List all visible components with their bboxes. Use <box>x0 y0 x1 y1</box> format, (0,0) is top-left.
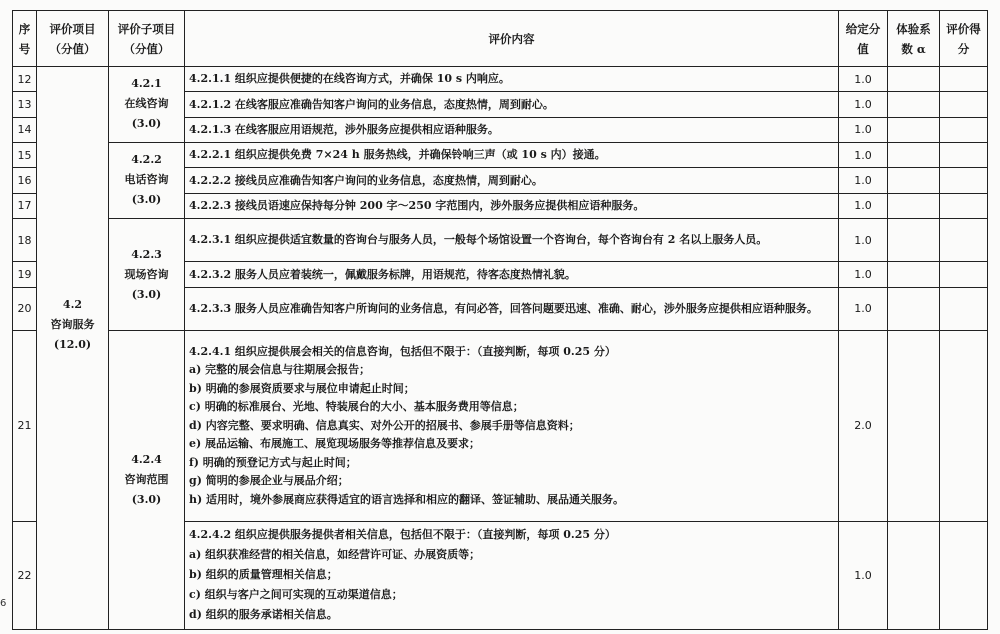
header-subitem: 评价子项目（分值） <box>109 11 185 67</box>
content-line: 4.2.1.1 组织应提供便捷的在线咨询方式，并确保 10 s 内响应。 <box>189 72 510 86</box>
header-given-score: 给定分值 <box>839 11 888 67</box>
content-cell <box>185 331 839 521</box>
coefficient-cell <box>888 218 940 262</box>
content-cell <box>185 287 839 331</box>
content-line: c) 明确的标准展台、光地、特装展台的大小、基本服务费用等信息； <box>189 400 524 414</box>
subitem-cell <box>109 67 185 143</box>
subitem-points: (3.0) <box>131 117 162 131</box>
given-score: 1.0 <box>839 67 888 92</box>
subitem-points: (3.0) <box>131 493 162 507</box>
content-cell <box>185 168 839 193</box>
row-number: 21 <box>13 331 37 521</box>
content-cell <box>185 142 839 167</box>
subitem-code: 4.2.3 <box>131 247 162 261</box>
subitem-name: 在线咨询 <box>124 97 169 111</box>
content-line: c) 组织与客户之间可实现的互动渠道信息； <box>189 588 403 602</box>
content-cell <box>185 193 839 218</box>
content-line: 4.2.2.2 接线员应准确告知客户询问的业务信息，态度热情，周到耐心。 <box>189 173 543 187</box>
table-header-row <box>13 11 988 67</box>
subitem-name: 现场咨询 <box>124 267 169 281</box>
content-line: g) 简明的参展企业与展品介绍； <box>189 474 349 488</box>
score-cell <box>940 218 988 262</box>
content-line: 4.2.4.1 组织应提供展会相关的信息咨询，包括但不限于：（直接判断，每项 0.25 分） <box>189 344 616 358</box>
content-cell <box>185 67 839 92</box>
content-line: a) 组织获准经营的相关信息，如经营许可证、办展资质等； <box>189 548 481 562</box>
content-line: 4.2.3.1 组织应提供适宜数量的咨询台与服务人员，一般每个场馆设置一个咨询台，每个咨询台有 2 名以上服务人员。 <box>189 233 768 247</box>
item-points: (12.0) <box>53 337 92 351</box>
content-line: e) 展品运输、布展施工、展览现场服务等推荐信息及要求； <box>189 437 481 451</box>
content-line: 4.2.3.3 服务人员应准确告知客户所询问的业务信息，有问必答，回答问题要迅速、准确、耐心，涉外服务应提供相应语种服务。 <box>189 302 818 316</box>
score-cell <box>940 262 988 287</box>
given-score: 1.0 <box>839 193 888 218</box>
row-number: 17 <box>13 193 37 218</box>
content-line: h) 适用时，境外参展商应获得适宜的语言选择和相应的翻译、签证辅助、展品通关服务。 <box>189 492 625 506</box>
table-row <box>13 331 988 521</box>
subitem-cell <box>109 218 185 330</box>
content-cell <box>185 117 839 142</box>
row-number: 14 <box>13 117 37 142</box>
given-score: 1.0 <box>839 168 888 193</box>
score-cell <box>940 168 988 193</box>
content-line: a) 完整的展会信息与往期展会报告； <box>189 363 371 377</box>
subitem-code: 4.2.4 <box>131 453 162 467</box>
content-line: 4.2.2.1 组织应提供免费 7×24 h 服务热线，并确保铃响三声（或 10 s 内）接通。 <box>189 148 606 162</box>
table-row <box>13 142 988 167</box>
table-row <box>13 67 988 92</box>
subitem-points: (3.0) <box>131 193 162 207</box>
row-number: 18 <box>13 218 37 262</box>
given-score: 1.0 <box>839 218 888 262</box>
coefficient-cell <box>888 67 940 92</box>
score-cell <box>940 193 988 218</box>
row-number: 13 <box>13 92 37 117</box>
content-line: d) 内容完整、要求明确、信息真实、对外公开的招展书、参展手册等信息资料； <box>189 418 580 432</box>
coefficient-cell <box>888 331 940 521</box>
header-item: 评价项目（分值） <box>37 11 109 67</box>
header-score: 评价得分 <box>940 11 988 67</box>
score-cell <box>940 142 988 167</box>
coefficient-cell <box>888 117 940 142</box>
row-number: 12 <box>13 67 37 92</box>
item-code: 4.2 <box>62 297 83 311</box>
header-coefficient: 体验系数 α <box>888 11 940 67</box>
subitem-code: 4.2.2 <box>131 153 162 167</box>
item-cell-top <box>37 67 109 331</box>
content-line: 4.2.3.2 服务人员应着装统一，佩戴服务标牌，用语规范，待客态度热情礼貌。 <box>189 267 576 281</box>
subitem-name: 咨询范围 <box>124 473 169 487</box>
row-number: 20 <box>13 287 37 331</box>
score-cell <box>940 92 988 117</box>
item-name: 咨询服务 <box>50 317 95 331</box>
given-score: 1.0 <box>839 521 888 629</box>
row-number: 15 <box>13 142 37 167</box>
item-cell <box>37 297 109 630</box>
row-number: 16 <box>13 168 37 193</box>
content-line: b) 组织的质量管理相关信息； <box>189 568 338 582</box>
given-score: 1.0 <box>839 142 888 167</box>
given-score: 1.0 <box>839 117 888 142</box>
subitem-cell <box>109 142 185 218</box>
subitem-code: 4.2.1 <box>131 77 162 91</box>
subitem-points: (3.0) <box>131 287 162 301</box>
content-cell <box>185 218 839 262</box>
given-score: 2.0 <box>839 331 888 521</box>
coefficient-cell <box>888 92 940 117</box>
score-cell <box>940 287 988 331</box>
coefficient-cell <box>888 193 940 218</box>
coefficient-cell <box>888 262 940 287</box>
coefficient-cell <box>888 168 940 193</box>
header-seq: 序号 <box>13 11 37 67</box>
table-row <box>13 218 988 262</box>
content-line: 4.2.4.2 组织应提供服务提供者相关信息，包括但不限于：（直接判断，每项 0.25 分） <box>189 528 616 542</box>
given-score: 1.0 <box>839 287 888 331</box>
content-cell <box>185 521 839 629</box>
given-score: 1.0 <box>839 262 888 287</box>
content-line: d) 组织的服务承诺相关信息。 <box>189 608 338 622</box>
page-margin-mark: 6 <box>0 598 7 609</box>
subitem-cell <box>109 331 185 630</box>
content-cell <box>185 262 839 287</box>
content-line: b) 明确的参展资质要求与展位申请起止时间； <box>189 381 415 395</box>
content-line: 4.2.2.3 接线员语速应保持每分钟 200 字～250 字范围内，涉外服务应提供相应语种服务。 <box>189 198 645 212</box>
given-score: 1.0 <box>839 92 888 117</box>
content-line: 4.2.1.2 在线客服应准确告知客户询问的业务信息，态度热情，周到耐心。 <box>189 97 554 111</box>
coefficient-cell <box>888 521 940 629</box>
content-line: 4.2.1.3 在线客服应用语规范，涉外服务应提供相应语种服务。 <box>189 122 499 136</box>
row-number: 22 <box>13 521 37 629</box>
subitem-name: 电话咨询 <box>124 173 169 187</box>
score-cell <box>940 521 988 629</box>
score-cell <box>940 67 988 92</box>
row-number: 19 <box>13 262 37 287</box>
evaluation-table <box>12 10 988 630</box>
coefficient-cell <box>888 287 940 331</box>
score-cell <box>940 331 988 521</box>
score-cell <box>940 117 988 142</box>
header-content: 评价内容 <box>185 11 839 67</box>
content-cell <box>185 92 839 117</box>
coefficient-cell <box>888 142 940 167</box>
content-line: f) 明确的预登记方式与起止时间； <box>189 455 357 469</box>
